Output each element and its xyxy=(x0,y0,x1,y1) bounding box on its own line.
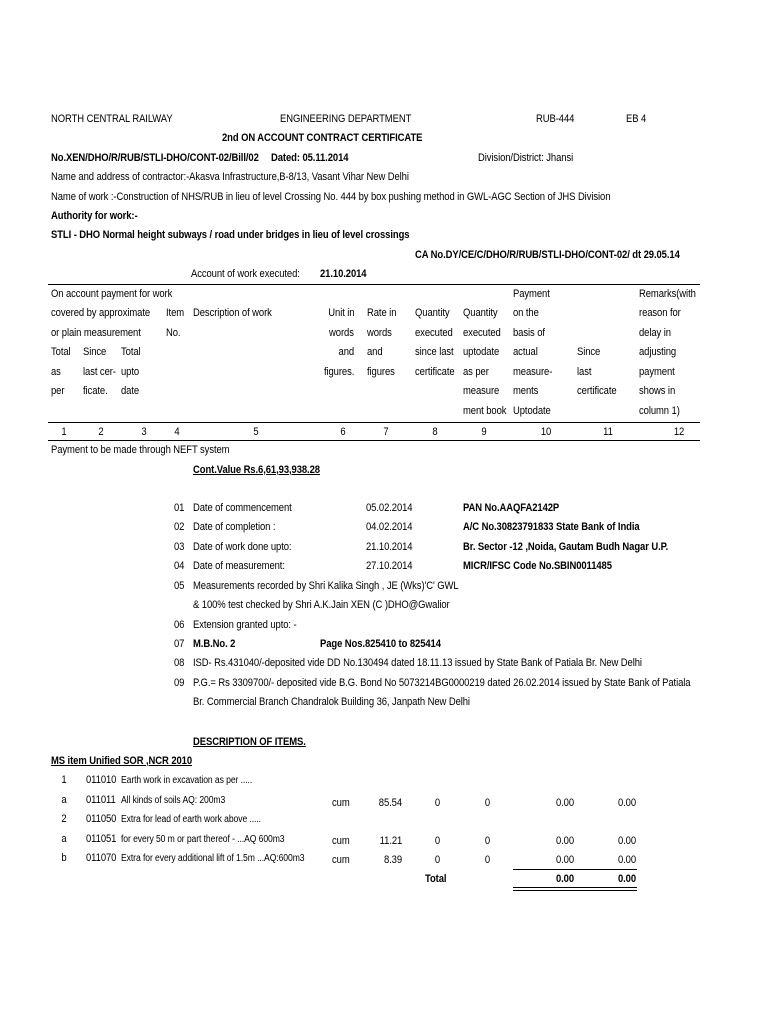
remarks-header-7: column 1) xyxy=(639,405,680,417)
item-description: Extra for every additional lift of 1.5m ...AQ:600m3 xyxy=(121,853,305,864)
col3-total-2: upto xyxy=(121,366,140,378)
item-index: 2 xyxy=(61,813,67,825)
unit-header-2: words xyxy=(329,327,354,339)
unit-header-4: figures. xyxy=(323,366,354,378)
pg-branch: Br. Commercial Branch Chandralok Building 36, Janpath New Delhi xyxy=(193,696,470,708)
item-qty-upto-date: 0 xyxy=(484,835,490,847)
mb-pages: Page Nos.825410 to 825414 xyxy=(320,638,441,650)
detail-number: 06 xyxy=(174,619,185,631)
item-rate: 8.39 xyxy=(383,854,402,866)
item-index: 1 xyxy=(61,774,67,786)
qty-upto-header-1: Quantity xyxy=(463,307,498,319)
payment-note: Payment to be made through NEFT system xyxy=(51,444,230,456)
item-unit: cum xyxy=(332,835,350,847)
detail-label: Date of completion : xyxy=(193,521,276,533)
col1-line-1: On account payment for work xyxy=(51,288,173,300)
remarks-header-3: delay in xyxy=(639,327,671,339)
item-code: 011050 xyxy=(86,813,117,825)
payment-header-2: on the xyxy=(513,307,539,319)
ifsc-code: MICR/IFSC Code No.SBIN0011485 xyxy=(463,560,612,572)
numbers-bottom-rule xyxy=(48,440,700,441)
total-payment-upto-date: 0.00 xyxy=(555,873,574,885)
item-description: All kinds of soils AQ: 200m3 xyxy=(121,795,226,806)
item-code: 011051 xyxy=(86,833,117,845)
column-number-9: 9 xyxy=(481,426,487,438)
detail-value: 05.02.2014 xyxy=(366,502,413,514)
detail-number: 03 xyxy=(174,541,185,553)
detail-label: Date of commencement xyxy=(193,502,292,514)
col1-total-3: per xyxy=(51,385,65,397)
eb-number: EB 4 xyxy=(626,113,647,125)
col2-since-3: ficate. xyxy=(83,385,108,397)
detail-number: 09 xyxy=(174,677,185,689)
payment-header-1: Payment xyxy=(513,288,550,300)
extension-granted: Extension granted upto: - xyxy=(193,619,297,631)
item-unit: cum xyxy=(332,854,350,866)
item-qty-since-last: 0 xyxy=(434,854,440,866)
payment-header-5: measure- xyxy=(513,366,553,378)
item-index: a xyxy=(61,833,67,845)
total-double-rule xyxy=(513,887,637,891)
certificate-title: 2nd ON ACCOUNT CONTRACT CERTIFICATE xyxy=(222,132,423,144)
total-label: Total xyxy=(425,873,447,885)
item-description: Extra for lead of earth work above ..... xyxy=(121,814,261,825)
division-district: Division/District: Jhansi xyxy=(478,152,574,164)
payment-header-3: basis of xyxy=(513,327,545,339)
item-payment-since-last: 0.00 xyxy=(617,797,636,809)
remarks-header-4: adjusting xyxy=(639,346,677,358)
unit-header-1: Unit in xyxy=(327,307,354,319)
unit-header-3: and xyxy=(338,346,354,358)
payment-header-6: ments xyxy=(513,385,539,397)
item-payment-since-last: 0.00 xyxy=(617,835,636,847)
measurement-recorder: Measurements recorded by Shri Kalika Singh , JE (Wks)'C' GWL xyxy=(193,580,459,592)
item-qty-since-last: 0 xyxy=(434,835,440,847)
measurement-checker: & 100% test checked by Shri A.K.Jain XEN (C )DHO@Gwalior xyxy=(193,599,450,611)
item-description: for every 50 m or part thereof - ...AQ 600m3 xyxy=(121,834,285,845)
col2-since-2: last cer- xyxy=(83,366,116,378)
qty-last-header-3: since last xyxy=(415,346,454,358)
column-number-11: 11 xyxy=(603,426,613,438)
column-number-8: 8 xyxy=(432,426,438,438)
description-header: Description of work xyxy=(193,307,272,319)
qty-upto-header-4: as per xyxy=(463,366,489,378)
col3-total-3: date xyxy=(121,385,140,397)
item-unit: cum xyxy=(332,797,350,809)
detail-label: Date of work done upto: xyxy=(193,541,292,553)
isd-deposit: ISD- Rs.431040/-deposited vide DD No.130494 dated 18.11.13 issued by State Bank of Patiala Br. New Delhi xyxy=(193,657,642,669)
payment-header-7: Uptodate xyxy=(513,405,551,417)
item-qty-upto-date: 0 xyxy=(484,797,490,809)
contractor-details: Name and address of contractor:-Akasva Infrastructure,B-8/13, Vasant Vihar New Delhi xyxy=(51,171,409,183)
authority-label: Authority for work:- xyxy=(51,210,138,222)
reference-number: No.XEN/DHO/R/RUB/STLI-DHO/CONT-02/Bill/02 xyxy=(51,152,259,164)
item-index: a xyxy=(61,794,67,806)
detail-value: 04.02.2014 xyxy=(366,521,413,533)
total-payment-since-last: 0.00 xyxy=(617,873,636,885)
column-number-10: 10 xyxy=(540,426,552,438)
mb-number: M.B.No. 2 xyxy=(193,638,236,650)
column-number-7: 7 xyxy=(383,426,389,438)
remarks-header-2: reason for xyxy=(639,307,681,319)
detail-number: 08 xyxy=(174,657,185,669)
remarks-header-1: Remarks(with xyxy=(639,288,696,300)
column-number-2: 2 xyxy=(98,426,104,438)
item-qty-since-last: 0 xyxy=(434,797,440,809)
item-description: Earth work in excavation as per ..... xyxy=(121,775,253,786)
item-code: 011010 xyxy=(86,774,117,786)
qty-upto-header-3: uptodate xyxy=(463,346,500,358)
rate-header-1: Rate in xyxy=(367,307,397,319)
ca-number: CA No.DY/CE/C/DHO/R/RUB/STLI-DHO/CONT-02/ dt 29.05.14 xyxy=(415,249,680,261)
detail-label: Date of measurement: xyxy=(193,560,285,572)
col1-total-1: Total xyxy=(51,346,71,358)
table-top-rule xyxy=(48,284,700,285)
item-qty-upto-date: 0 xyxy=(484,854,490,866)
rate-header-3: and xyxy=(367,346,383,358)
qty-last-header-1: Quantity xyxy=(415,307,450,319)
rub-number: RUB-444 xyxy=(536,113,575,125)
qty-upto-header-2: executed xyxy=(463,327,501,339)
railway-name: NORTH CENTRAL RAILWAY xyxy=(51,113,173,125)
since-last-header-1: Since xyxy=(577,346,601,358)
account-number: A/C No.30823791833 State Bank of India xyxy=(463,521,640,533)
column-number-3: 3 xyxy=(141,426,147,438)
col2-since-1: Since xyxy=(83,346,107,358)
column-number-6: 6 xyxy=(340,426,346,438)
col1-total-2: as xyxy=(51,366,61,378)
certificate-date: Dated: 05.11.2014 xyxy=(271,152,349,164)
detail-number: 02 xyxy=(174,521,185,533)
total-top-rule xyxy=(513,869,637,870)
remarks-header-6: shows in xyxy=(639,385,676,397)
authority-text: STLI - DHO Normal height subways / road under bridges in lieu of level crossings xyxy=(51,229,410,241)
col1-line-2: covered by approximate xyxy=(51,307,151,319)
col1-line-3: or plain measurement xyxy=(51,327,141,339)
detail-number: 07 xyxy=(174,638,185,650)
since-last-header-3: certificate xyxy=(577,385,617,397)
work-name: Name of work :-Construction of NHS/RUB in lieu of level Crossing No. 444 by box pushing method in GWL-AGC Section of JHS Division xyxy=(51,191,611,203)
item-code: 011070 xyxy=(86,852,117,864)
bank-branch: Br. Sector -12 ,Noida, Gautam Budh Nagar U.P. xyxy=(463,541,669,553)
qty-last-header-4: certificate xyxy=(415,366,455,378)
qty-upto-header-6: ment book xyxy=(463,405,507,417)
col3-total-1: Total xyxy=(121,346,141,358)
header-bottom-rule xyxy=(48,422,700,423)
item-code: 011011 xyxy=(86,794,116,806)
item-payment-upto-date: 0.00 xyxy=(555,854,574,866)
detail-number: 01 xyxy=(174,502,185,514)
qty-upto-header-5: measure xyxy=(463,385,500,397)
since-last-header-2: last xyxy=(577,366,592,378)
item-no-header-2: No. xyxy=(166,327,181,339)
department-name: ENGINEERING DEPARTMENT xyxy=(280,113,412,125)
column-number-5: 5 xyxy=(253,426,259,438)
pan-number: PAN No.AAQFA2142P xyxy=(463,502,560,514)
detail-number: 04 xyxy=(174,560,185,572)
payment-header-4: actual xyxy=(513,346,538,358)
column-number-12: 12 xyxy=(673,426,685,438)
account-label: Account of work executed: xyxy=(191,268,300,280)
item-payment-upto-date: 0.00 xyxy=(555,835,574,847)
detail-number: 05 xyxy=(174,580,185,592)
qty-last-header-2: executed xyxy=(415,327,453,339)
rate-header-2: words xyxy=(367,327,392,339)
contract-value: Cont.Value Rs.6,61,93,938.28 xyxy=(193,464,320,476)
item-no-header-1: Item xyxy=(166,307,185,319)
column-number-4: 4 xyxy=(174,426,180,438)
rate-header-4: figures xyxy=(367,366,395,378)
item-payment-upto-date: 0.00 xyxy=(555,797,574,809)
section-heading: MS item Unified SOR ,NCR 2010 xyxy=(51,755,193,767)
description-heading: DESCRIPTION OF ITEMS. xyxy=(193,736,306,748)
pg-deposit: P.G.= Rs 3309700/- deposited vide B.G. Bond No 5073214BG0000219 dated 26.02.2014 issued by State Bank of Patiala xyxy=(193,677,691,689)
remarks-header-5: payment xyxy=(639,366,675,378)
item-rate: 11.21 xyxy=(379,835,402,847)
column-number-1: 1 xyxy=(61,426,67,438)
item-payment-since-last: 0.00 xyxy=(617,854,636,866)
item-rate: 85.54 xyxy=(378,797,402,809)
item-index: b xyxy=(61,852,67,864)
detail-value: 27.10.2014 xyxy=(366,560,413,572)
account-date: 21.10.2014 xyxy=(320,268,367,280)
detail-value: 21.10.2014 xyxy=(366,541,413,553)
